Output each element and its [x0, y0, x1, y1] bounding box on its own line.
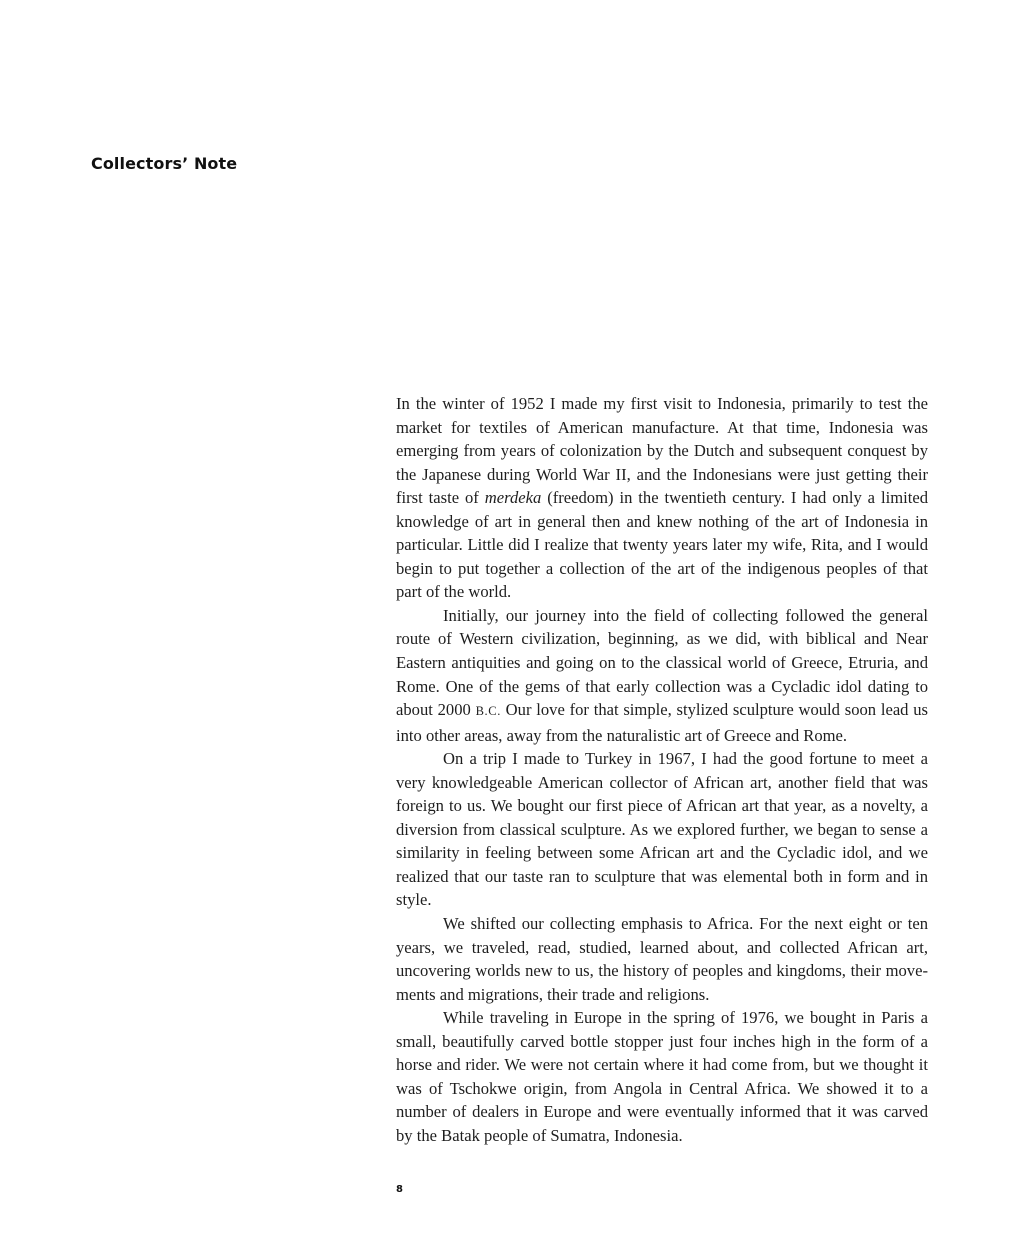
paragraph-1: [396, 392, 928, 604]
paragraph-4: We shifted our collecting emphasis to Africa. For the next eight or ten years, we traveled, read, studied, learned about, and collected African art, uncovering worlds new to us, the history of peoples and kingdoms, their movements and migrations, their trade and religions.: [396, 914, 928, 1004]
body-text: [396, 392, 928, 1148]
paragraph-2-small-caps: B.C.: [475, 704, 501, 719]
paragraph-3: On a trip I made to Turkey in 1967, I had the good fortune to meet a very knowledgeable American collector of African art, another field that was foreign to us. We bought our first piece of African art that year, as a novelty, a diversion from classical sculpture. As we explored further, we began to sense a similarity in feeling between some African art and the Cycladic idol, and we realized that our taste ran to sculpture that was elemental both in form and in style.: [396, 749, 928, 910]
paragraph-1-text-start: In the winter of 1952 I made my first visit to Indonesia, primarily to test the market for textiles of American manufacture. At that time, Indonesia was emerging from years of colonization by the Dutch and subsequent conquest by the Japanese during World War II, and the Indonesians were just getting their first taste of: [396, 394, 928, 508]
paragraph-2-text-start: Initially, our journey into the field of collecting followed the general route of Western civilization, beginning, as we did, with biblical and Near Eastern antiquities and going on to the classical world of Greece, Etruria, and Rome. One of the gems of that early collection was a Cycladic idol dating to about 2000: [396, 605, 928, 720]
page-title: Collectors’ Note: [91, 154, 238, 173]
page-number: 8: [396, 1184, 403, 1195]
paragraph-1-text-end: (freedom) in the twentieth century. I had only a limited knowledge of art in general then and knew nothing of the art of Indonesia in particular. Little did I realize that twenty years later my wife, Rita, and I would begin to put together a collection of the art of the indigenous peoples of that part of the world.: [396, 488, 928, 602]
paragraph-2: [396, 604, 928, 747]
paragraph-2-text-end: Our love for that simple, stylized sculpture would soon lead us into other areas, away from the naturalistic art of Greece and Rome.: [396, 700, 929, 745]
paragraph-1-emphasis: merdeka: [484, 488, 542, 508]
paragraph-5: While traveling in Europe in the spring of 1976, we bought in Paris a small, beautifully carved bottle stopper just four inches high in the form of a horse and rider. We were not certain where it had come from, but we thought it was of Tschokwe origin, from Angola in Central Africa. We showed it to a number of dealers in Europe and were eventually informed that it was carved by the Batak people of Sumatra, Indonesia.: [396, 1008, 928, 1145]
